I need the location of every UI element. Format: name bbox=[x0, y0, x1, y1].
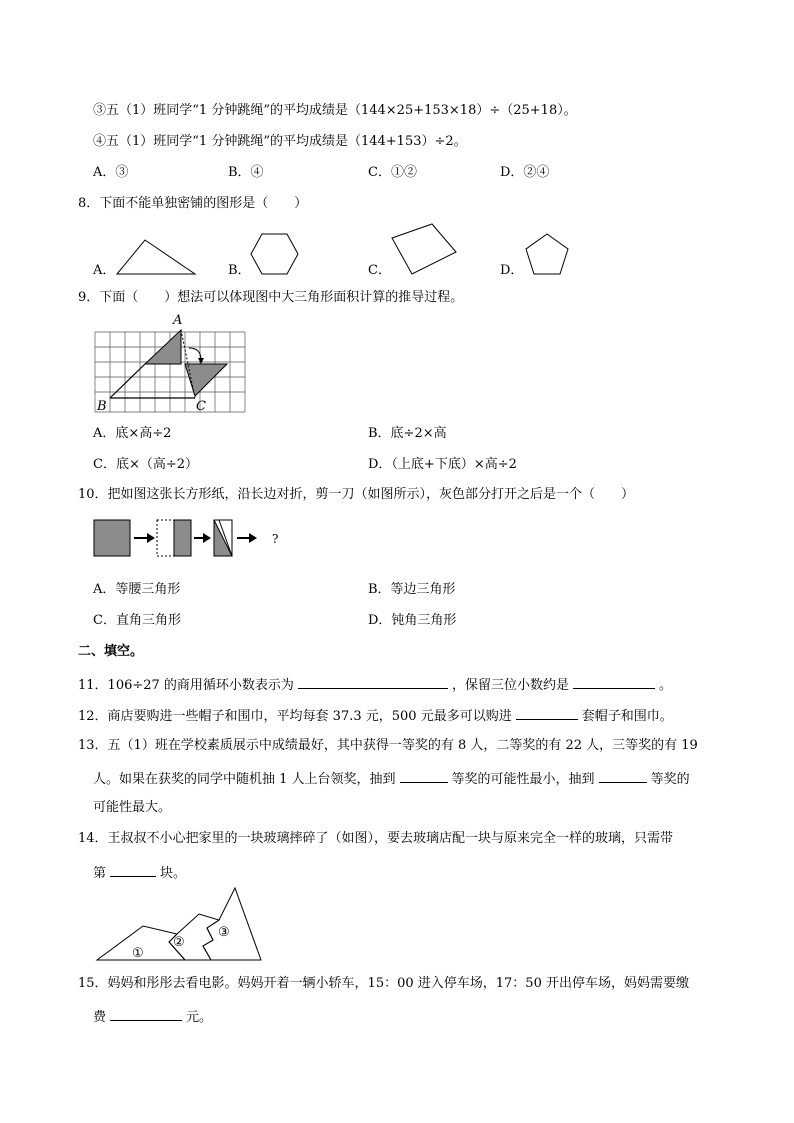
q8-question: 8．下面不能单独密铺的图形是（ ） bbox=[78, 196, 308, 211]
q14-piece-3-label: ③ bbox=[218, 925, 230, 940]
q9-question: 9．下面（ ）想法可以体现图中大三角形面积计算的推导过程。 bbox=[78, 290, 464, 305]
q10-option-d[interactable]: D．钝角三角形 bbox=[368, 613, 457, 628]
q15-text-part2: 元。 bbox=[186, 1010, 213, 1025]
q7-option-b[interactable]: B．④ bbox=[228, 165, 264, 180]
q12-question bbox=[78, 705, 673, 726]
q7-option-d[interactable]: D．②④ bbox=[500, 165, 550, 180]
q15-blank-1[interactable] bbox=[110, 1006, 182, 1021]
q11-text-part3: 。 bbox=[658, 678, 672, 693]
q14-text-part1: 第 bbox=[93, 866, 107, 881]
q14-piece-1-label: ① bbox=[132, 946, 144, 961]
q11-text-part2: ，保留三位小数约是 bbox=[451, 678, 569, 693]
q14-line-1: 14．王叔叔不小心把家里的一块玻璃摔碎了（如图），要去玻璃店配一块与原来完全一样的玻璃，只需带 bbox=[78, 831, 674, 846]
q8-pentagon-shape bbox=[524, 232, 570, 276]
q15-line-2 bbox=[93, 1006, 212, 1027]
q8-hexagon-shape bbox=[250, 232, 300, 276]
q11-blank-2[interactable] bbox=[573, 674, 655, 689]
q7-statement-3: ③五（1）班同学“1 分钟跳绳”的平均成绩是（144×25+153×18）÷（25+18）。 bbox=[93, 103, 577, 118]
q9-option-b[interactable]: B．底÷2×高 bbox=[368, 426, 447, 441]
q11-question bbox=[78, 674, 672, 695]
q13-blank-1[interactable] bbox=[400, 768, 448, 783]
q8-quadrilateral-shape bbox=[390, 222, 460, 276]
q11-blank-1[interactable] bbox=[298, 674, 448, 689]
q8-option-c[interactable]: C． bbox=[368, 263, 391, 278]
q8-triangle-shape bbox=[115, 238, 197, 278]
q14-line-2 bbox=[93, 862, 186, 883]
q12-blank-1[interactable] bbox=[516, 705, 578, 720]
q14-piece-2-label: ② bbox=[173, 935, 185, 950]
q10-option-c[interactable]: C．直角三角形 bbox=[93, 613, 181, 628]
section-heading-fill-in: 二、填空。 bbox=[78, 644, 144, 659]
q13-blank-2[interactable] bbox=[599, 768, 647, 783]
q13-text-part2: 等奖的可能性最小，抽到 bbox=[451, 772, 595, 787]
q8-option-d[interactable]: D． bbox=[500, 263, 524, 278]
q9-option-a[interactable]: A．底×高÷2 bbox=[93, 426, 172, 441]
q10-option-a[interactable]: A．等腰三角形 bbox=[93, 582, 181, 597]
q11-text-part1: 11．106÷27 的商用循环小数表示为 bbox=[78, 678, 294, 693]
q13-line-3: 可能性最大。 bbox=[93, 800, 172, 815]
q10-option-b[interactable]: B．等边三角形 bbox=[368, 582, 456, 597]
q13-line-2 bbox=[93, 768, 690, 789]
q7-option-a[interactable]: A．③ bbox=[93, 165, 129, 180]
q14-text-part2: 块。 bbox=[160, 866, 187, 881]
q14-blank-1[interactable] bbox=[110, 862, 156, 877]
q15-line-1: 15．妈妈和彤彤去看电影。妈妈开着一辆小轿车，15：00 进入停车场，17：50 开出停车场，妈妈需要缴 bbox=[78, 976, 689, 991]
q10-question: 10．把如图这张长方形纸，沿长边对折，剪一刀（如图所示），灰色部分打开之后是一个（ ） bbox=[78, 487, 635, 502]
q9-vertex-label-a: A bbox=[173, 313, 183, 328]
q9-vertex-label-c: C bbox=[196, 399, 206, 414]
q13-text-part1: 人。如果在获奖的同学中随机抽 1 人上台领奖，抽到 bbox=[93, 772, 396, 787]
q12-text-part2: 套帽子和围巾。 bbox=[581, 709, 673, 724]
q9-grid-figure bbox=[93, 312, 248, 416]
q9-vertex-label-b: B bbox=[97, 399, 107, 414]
q10-question-mark: ? bbox=[272, 532, 279, 546]
q13-line-1: 13．五（1）班在学校素质展示中成绩最好，其中获得一等奖的有 8 人，二等奖的有 22 人，三等奖的有 19 bbox=[78, 738, 698, 753]
q7-statement-4: ④五（1）班同学“1 分钟跳绳”的平均成绩是（144+153）÷2。 bbox=[93, 134, 467, 149]
q7-option-c[interactable]: C．①② bbox=[368, 165, 417, 180]
q15-text-part1: 费 bbox=[93, 1010, 107, 1025]
q8-option-b[interactable]: B． bbox=[228, 263, 251, 278]
q14-broken-glass-figure bbox=[95, 886, 265, 966]
q13-text-part3: 等奖的 bbox=[650, 772, 690, 787]
q8-option-a[interactable]: A． bbox=[93, 263, 116, 278]
q10-fold-cut-figure bbox=[93, 518, 273, 560]
q9-option-c[interactable]: C．底×（高÷2） bbox=[93, 457, 199, 472]
q9-option-d[interactable]: D．（上底+下底）×高÷2 bbox=[368, 457, 517, 472]
q12-text-part1: 12．商店要购进一些帽子和围巾，平均每套 37.3 元，500 元最多可以购进 bbox=[78, 709, 512, 724]
